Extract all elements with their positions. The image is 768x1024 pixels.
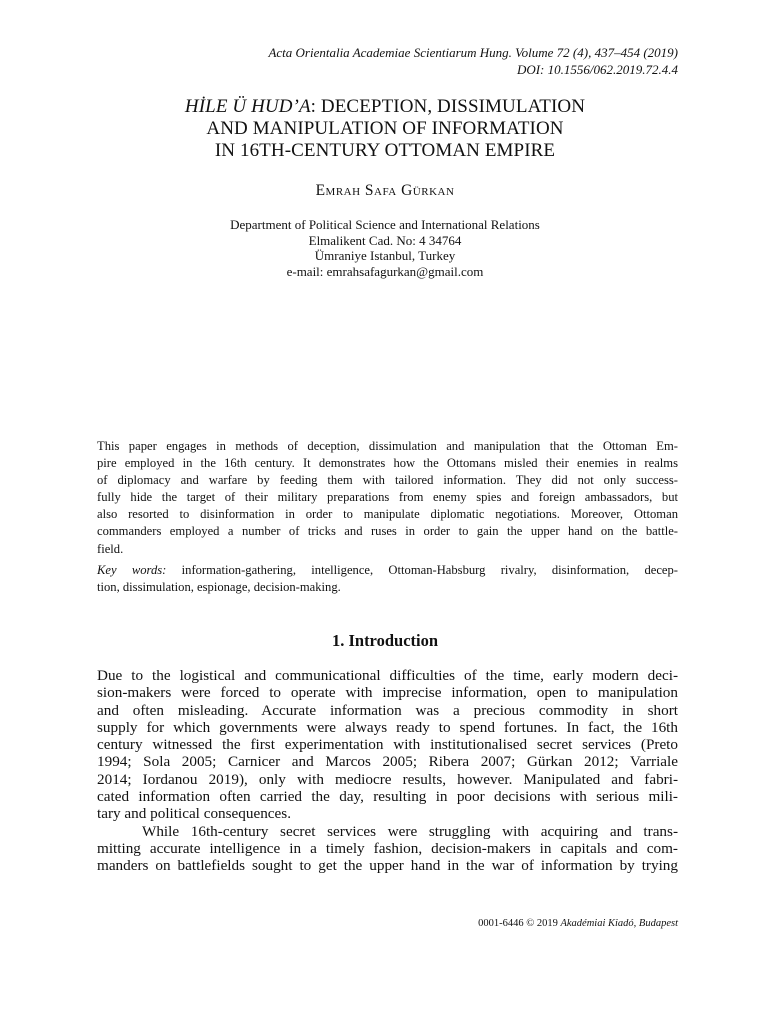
keywords — [97, 562, 678, 596]
body-line: supply for which governments were always ready to spend fortunes. In fact, the 16th — [97, 718, 678, 736]
title-italic-part: HİLE Ü HUD’A — [184, 96, 311, 117]
title-line-3: IN 16TH-CENTURY OTTOMAN EMPIRE — [214, 140, 556, 161]
body-line: 2014; Iordanou 2019), only with mediocre results, however. Manipulated and fabri- — [97, 770, 678, 788]
body-line: cated information often carried the day, resulting in poor decisions with serious mili- — [97, 788, 678, 806]
footer-issn: 0001-6446 © 2019 — [478, 918, 561, 929]
body-line: 1994; Sola 2005; Carnicer and Marcos 2005; Ribera 2007; Gürkan 2012; Varriale — [97, 753, 678, 771]
abstract-line: commanders employed a number of tricks and ruses in order to gain the upper hand on the battle- — [97, 524, 678, 539]
keywords-label: Key words: — [97, 563, 167, 577]
article-title — [90, 96, 680, 162]
keywords-list-part-2: tion, dissimulation, espionage, decision-making. — [97, 580, 341, 595]
body-line: manders on battlefields sought to get the upper hand in the war of information by trying — [97, 857, 678, 875]
section-heading: 1. Introduction — [331, 631, 439, 650]
affiliation-street: Elmalikent Cad. No: 4 34764 — [308, 232, 462, 248]
keywords-line-1 — [97, 562, 678, 579]
body-line: mitting accurate intelligence in a timely fashion, decision-makers in capitals and com- — [97, 839, 678, 857]
abstract-line: fully hide the target of their military preparations from enemy spies and foreign ambassadors, but — [97, 490, 678, 505]
body-line: tary and political consequences. — [97, 805, 291, 823]
body-line: and often misleading. Accurate information was a precious commodity in short — [97, 701, 678, 719]
author-name: Emrah Safa Gürkan — [315, 182, 455, 199]
doi[interactable]: DOI: 10.1556/062.2019.72.4.4 — [516, 62, 678, 77]
affiliation — [90, 217, 680, 279]
body-line: Due to the logistical and communicational difficulties of the time, early modern deci- — [97, 667, 678, 684]
affiliation-city: Ümraniye Istanbul, Turkey — [314, 248, 456, 263]
abstract-line: This paper engages in methods of deception, dissimulation and manipulation that the Ottoman Em- — [97, 439, 678, 453]
abstract-line: field. — [97, 541, 124, 556]
affiliation-department: Department of Political Science and International Relations — [230, 217, 540, 232]
journal-header — [78, 44, 678, 78]
abstract-line: of diplomacy and warfare by feeding them with tailored information. They did not only success- — [97, 473, 678, 488]
footer-publisher: Akadémiai Kiadó, Budapest — [560, 918, 678, 929]
title-line-2: AND MANIPULATION OF INFORMATION — [206, 118, 564, 139]
keywords-list-part-1: information-gathering, intelligence, Ottoman-Habsburg rivalry, disinformation, decep- — [166, 563, 679, 577]
abstract-line: also resorted to disinformation in order to manipulate diplomatic negotiations. Moreover, Ottoman — [97, 507, 678, 522]
title-line-1 — [90, 96, 680, 118]
title-line-1-rest: : DECEPTION, DISSIMULATION — [310, 96, 586, 117]
body-text — [97, 667, 678, 875]
abstract-line: pire employed in the 16th century. It demonstrates how the Ottomans misled their enemies in realms — [97, 456, 678, 471]
journal-citation: Acta Orientalia Academiae Scientiarum Hung. Volume 72 (4), 437–454 (2019) — [268, 45, 678, 60]
body-line: century witnessed the first experimentation with institutionalised secret services (Preto — [97, 736, 678, 754]
body-line: While 16th-century secret services were struggling with acquiring and trans- — [142, 822, 678, 840]
abstract — [97, 438, 678, 558]
page-footer — [278, 918, 678, 929]
body-line: sion-makers were forced to operate with imprecise information, open to manipulation — [97, 684, 678, 702]
author-email[interactable]: e-mail: emrahsafagurkan@gmail.com — [286, 263, 484, 279]
